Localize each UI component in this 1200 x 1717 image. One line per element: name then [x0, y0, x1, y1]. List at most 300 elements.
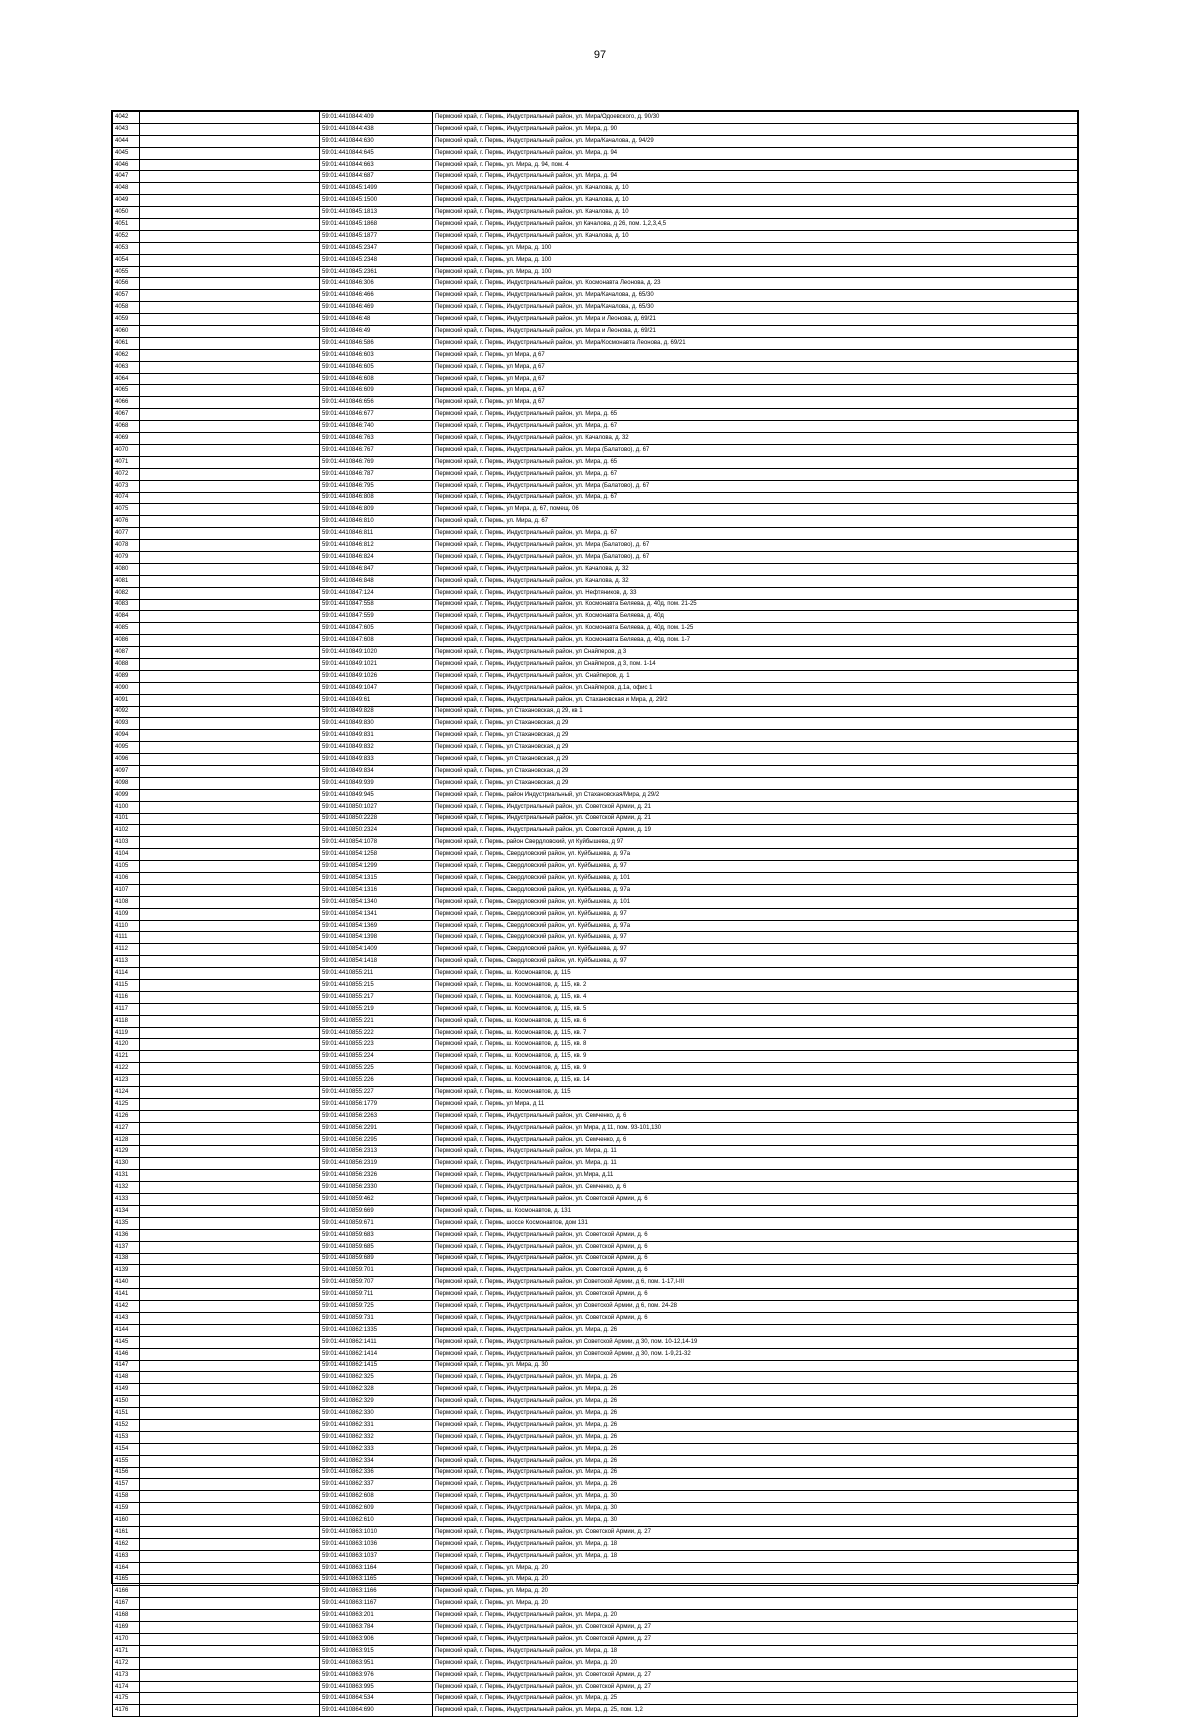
table-row	[113, 1289, 1078, 1301]
empty-cell	[140, 147, 320, 159]
table-row	[113, 528, 1078, 540]
address-cell: Пермский край, г. Пермь, ш. Космонавтов, д. 115, кв. 5	[433, 1003, 1078, 1015]
cadastral-number-cell: 59:01:4410846:466	[320, 290, 433, 302]
cadastral-number-cell: 59:01:4410856:2295	[320, 1134, 433, 1146]
table-row	[113, 349, 1078, 361]
empty-cell	[140, 1122, 320, 1134]
cadastral-number-cell: 59:01:4410855:217	[320, 991, 433, 1003]
row-number-cell: 4062	[113, 349, 140, 361]
empty-cell	[140, 1503, 320, 1515]
row-number-cell: 4164	[113, 1562, 140, 1574]
empty-cell	[140, 171, 320, 183]
cadastral-number-cell: 59:01:4410849:1021	[320, 658, 433, 670]
row-number-cell: 4112	[113, 944, 140, 956]
empty-cell	[140, 932, 320, 944]
cadastral-number-cell: 59:01:4410849:828	[320, 706, 433, 718]
table-row	[113, 1645, 1078, 1657]
row-number-cell: 4125	[113, 1098, 140, 1110]
table-row	[113, 991, 1078, 1003]
table-row	[113, 968, 1078, 980]
row-number-cell: 4144	[113, 1324, 140, 1336]
address-cell: Пермский край, г. Пермь, ул. Мира, д. 100	[433, 254, 1078, 266]
row-number-cell: 4135	[113, 1217, 140, 1229]
address-cell: Пермский край, г. Пермь, Индустриальный район, ул. Мира/Качалова, д. 65/30	[433, 302, 1078, 314]
cadastral-number-cell: 59:01:4410845:1877	[320, 230, 433, 242]
address-cell: Пермский край, г. Пермь, Индустриальный район, ул.Снайперов, д.1а, офис 1	[433, 682, 1078, 694]
address-cell: Пермский край, г. Пермь, Индустриальный район, ул Качалова, д 26, пом. 1,2,3,4,5	[433, 219, 1078, 231]
row-number-cell: 4057	[113, 290, 140, 302]
cadastral-number-cell: 59:01:4410863:1036	[320, 1538, 433, 1550]
table-row	[113, 849, 1078, 861]
table-row	[113, 1705, 1078, 1717]
row-number-cell: 4147	[113, 1360, 140, 1372]
row-number-cell: 4126	[113, 1110, 140, 1122]
table-row	[113, 801, 1078, 813]
empty-cell	[140, 516, 320, 528]
empty-cell	[140, 1419, 320, 1431]
cadastral-number-cell: 59:01:4410849:831	[320, 730, 433, 742]
address-cell: Пермский край, г. Пермь, ш. Космонавтов, д. 115	[433, 968, 1078, 980]
address-cell: Пермский край, г. Пермь, Индустриальный район, ул. Мира, д. 26	[433, 1372, 1078, 1384]
row-number-cell: 4148	[113, 1372, 140, 1384]
row-number-cell: 4109	[113, 908, 140, 920]
row-number-cell: 4061	[113, 337, 140, 349]
table-row	[113, 1312, 1078, 1324]
row-number-cell: 4152	[113, 1419, 140, 1431]
empty-cell	[140, 1550, 320, 1562]
row-number-cell: 4055	[113, 266, 140, 278]
cadastral-number-cell: 59:01:4410859:683	[320, 1229, 433, 1241]
address-cell: Пермский край, г. Пермь, Индустриальный район, ул. Семченко, д. 6	[433, 1134, 1078, 1146]
empty-cell	[140, 551, 320, 563]
cadastral-number-cell: 59:01:4410855:223	[320, 1039, 433, 1051]
row-number-cell: 4116	[113, 991, 140, 1003]
empty-cell	[140, 1443, 320, 1455]
cadastral-number-cell: 59:01:4410859:462	[320, 1194, 433, 1206]
table-row	[113, 813, 1078, 825]
cadastral-number-cell: 59:01:4410846:605	[320, 361, 433, 373]
cadastral-number-cell: 59:01:4410863:915	[320, 1645, 433, 1657]
empty-cell	[140, 789, 320, 801]
address-cell: Пермский край, г. Пермь, Индустриальный район, ул. Семченко, д. 6	[433, 1182, 1078, 1194]
row-number-cell: 4071	[113, 456, 140, 468]
address-cell: Пермский край, г. Пермь, ул Мира, д 67	[433, 349, 1078, 361]
table-row	[113, 670, 1078, 682]
address-cell: Пермский край, г. Пермь, Индустриальный район, ул. Мира, д. 30	[433, 1515, 1078, 1527]
empty-cell	[140, 195, 320, 207]
row-number-cell: 4132	[113, 1182, 140, 1194]
cadastral-number-cell: 59:01:4410854:1369	[320, 920, 433, 932]
cadastral-number-cell: 59:01:4410864:534	[320, 1693, 433, 1705]
cadastral-number-cell: 59:01:4410862:608	[320, 1491, 433, 1503]
empty-cell	[140, 1562, 320, 1574]
empty-cell	[140, 849, 320, 861]
table-row	[113, 706, 1078, 718]
records-table	[112, 111, 1078, 1717]
table-row	[113, 219, 1078, 231]
cadastral-number-cell: 59:01:4410846:809	[320, 504, 433, 516]
address-cell: Пермский край, г. Пермь, ш. Космонавтов, д. 115, кв. 9	[433, 1063, 1078, 1075]
empty-cell	[140, 1455, 320, 1467]
table-row	[113, 623, 1078, 635]
empty-cell	[140, 1253, 320, 1265]
table-row	[113, 397, 1078, 409]
table-row	[113, 302, 1078, 314]
empty-cell	[140, 1336, 320, 1348]
address-cell: Пермский край, г. Пермь, Индустриальный район, ул. Мира, д. 26	[433, 1467, 1078, 1479]
row-number-cell: 4137	[113, 1241, 140, 1253]
cadastral-number-cell: 59:01:4410849:945	[320, 789, 433, 801]
table-row	[113, 112, 1078, 124]
table-row	[113, 1396, 1078, 1408]
cadastral-number-cell: 59:01:4410863:784	[320, 1622, 433, 1634]
cadastral-number-cell: 59:01:4410862:610	[320, 1515, 433, 1527]
empty-cell	[140, 587, 320, 599]
table-row	[113, 1301, 1078, 1313]
empty-cell	[140, 599, 320, 611]
row-number-cell: 4153	[113, 1431, 140, 1443]
empty-cell	[140, 1015, 320, 1027]
table-row	[113, 183, 1078, 195]
cadastral-number-cell: 59:01:4410863:1165	[320, 1574, 433, 1586]
cadastral-number-cell: 59:01:4410844:663	[320, 159, 433, 171]
empty-cell	[140, 1039, 320, 1051]
address-cell: Пермский край, г. Пермь, ул. Мира, д. 30	[433, 1360, 1078, 1372]
empty-cell	[140, 1289, 320, 1301]
table-row	[113, 1550, 1078, 1562]
cadastral-number-cell: 59:01:4410856:2313	[320, 1146, 433, 1158]
cadastral-number-cell: 59:01:4410863:976	[320, 1669, 433, 1681]
address-cell: Пермский край, г. Пермь, ул Стахановская, д 29	[433, 742, 1078, 754]
cadastral-number-cell: 59:01:4410846:603	[320, 349, 433, 361]
table-row	[113, 563, 1078, 575]
address-cell: Пермский край, г. Пермь, Свердловский район, ул. Куйбышева, д. 101	[433, 873, 1078, 885]
table-row	[113, 1324, 1078, 1336]
table-row	[113, 1336, 1078, 1348]
row-number-cell: 4131	[113, 1170, 140, 1182]
table-row	[113, 540, 1078, 552]
address-cell: Пермский край, г. Пермь, Индустриальный район, ул. Советской Армии, д. 21	[433, 813, 1078, 825]
empty-cell	[140, 349, 320, 361]
row-number-cell: 4151	[113, 1408, 140, 1420]
address-cell: Пермский край, г. Пермь, ул Стахановская, д 29, кв 1	[433, 706, 1078, 718]
row-number-cell: 4128	[113, 1134, 140, 1146]
cadastral-number-cell: 59:01:4410854:1315	[320, 873, 433, 885]
table-row	[113, 694, 1078, 706]
cadastral-number-cell: 59:01:4410855:224	[320, 1051, 433, 1063]
table-row	[113, 1408, 1078, 1420]
table-row	[113, 908, 1078, 920]
cadastral-number-cell: 59:01:4410849:830	[320, 718, 433, 730]
row-number-cell: 4043	[113, 123, 140, 135]
row-number-cell: 4093	[113, 718, 140, 730]
row-number-cell: 4042	[113, 112, 140, 124]
table-row	[113, 1003, 1078, 1015]
address-cell: Пермский край, г. Пермь, Свердловский район, ул. Куйбышева, д. 97	[433, 944, 1078, 956]
row-number-cell: 4124	[113, 1087, 140, 1099]
address-cell: Пермский край, г. Пермь, Индустриальный район, ул. Мира, д. 26	[433, 1396, 1078, 1408]
row-number-cell: 4154	[113, 1443, 140, 1455]
address-cell: Пермский край, г. Пермь, ул. Мира, д. 20	[433, 1574, 1078, 1586]
address-cell: Пермский край, г. Пермь, Индустриальный район, ул. Мира/Качалова, д. 94/29	[433, 135, 1078, 147]
address-cell: Пермский край, г. Пермь, Индустриальный район, ул. Качалова, д. 32	[433, 563, 1078, 575]
row-number-cell: 4065	[113, 385, 140, 397]
address-cell: Пермский край, г. Пермь, Индустриальный район, ул. Мира (Балатово), д. 67	[433, 444, 1078, 456]
address-cell: Пермский край, г. Пермь, ул Мира, д 67	[433, 397, 1078, 409]
row-number-cell: 4072	[113, 468, 140, 480]
empty-cell	[140, 623, 320, 635]
empty-cell	[140, 1586, 320, 1598]
table-row	[113, 1253, 1078, 1265]
empty-cell	[140, 444, 320, 456]
table-row	[113, 873, 1078, 885]
table-row	[113, 730, 1078, 742]
row-number-cell: 4140	[113, 1277, 140, 1289]
row-number-cell: 4060	[113, 326, 140, 338]
row-number-cell: 4172	[113, 1657, 140, 1669]
empty-cell	[140, 1075, 320, 1087]
address-cell: Пермский край, г. Пермь, Индустриальный район, ул. Космонавта Беляева, д. 40д, пом. 1-7	[433, 635, 1078, 647]
cadastral-number-cell: 59:01:4410863:1010	[320, 1526, 433, 1538]
empty-cell	[140, 1705, 320, 1717]
empty-cell	[140, 468, 320, 480]
address-cell: Пермский край, г. Пермь, Индустриальный район, ул Советской Армии, д 6, пом. 1-17,I-III	[433, 1277, 1078, 1289]
cadastral-number-cell: 59:01:4410846:812	[320, 540, 433, 552]
empty-cell	[140, 765, 320, 777]
empty-cell	[140, 1515, 320, 1527]
empty-cell	[140, 337, 320, 349]
table-row	[113, 409, 1078, 421]
address-cell: Пермский край, г. Пермь, ш. Космонавтов, д. 115, кв. 6	[433, 1015, 1078, 1027]
address-cell: Пермский край, г. Пермь, Индустриальный район, ул. Космонавта Беляева, д. 40д, пом. 1-25	[433, 623, 1078, 635]
cadastral-number-cell: 59:01:4410844:687	[320, 171, 433, 183]
empty-cell	[140, 1372, 320, 1384]
empty-cell	[140, 635, 320, 647]
table-row	[113, 290, 1078, 302]
row-number-cell: 4115	[113, 980, 140, 992]
row-number-cell: 4076	[113, 516, 140, 528]
cadastral-number-cell: 59:01:4410854:1409	[320, 944, 433, 956]
address-cell: Пермский край, г. Пермь, ул Мира, д 11	[433, 1098, 1078, 1110]
address-cell: Пермский край, г. Пермь, Свердловский район, ул. Куйбышева, д. 97	[433, 956, 1078, 968]
address-cell: Пермский край, г. Пермь, Индустриальный район, ул. Мира, д. 25, пом. 1,2	[433, 1705, 1078, 1717]
cadastral-number-cell: 59:01:4410849:832	[320, 742, 433, 754]
row-number-cell: 4142	[113, 1301, 140, 1313]
empty-cell	[140, 611, 320, 623]
table-row	[113, 837, 1078, 849]
address-cell: Пермский край, г. Пермь, ш. Космонавтов, д. 115, кв. 9	[433, 1051, 1078, 1063]
row-number-cell: 4108	[113, 896, 140, 908]
row-number-cell: 4174	[113, 1681, 140, 1693]
cadastral-number-cell: 59:01:4410844:630	[320, 135, 433, 147]
empty-cell	[140, 1110, 320, 1122]
table-row	[113, 266, 1078, 278]
table-row	[113, 551, 1078, 563]
cadastral-number-cell: 59:01:4410856:2263	[320, 1110, 433, 1122]
table-row	[113, 1372, 1078, 1384]
address-cell: Пермский край, г. Пермь, Индустриальный район, ул. Мира/Качалова, д. 65/30	[433, 290, 1078, 302]
row-number-cell: 4117	[113, 1003, 140, 1015]
address-cell: Пермский край, г. Пермь, ул Мира, д. 67, помещ. 06	[433, 504, 1078, 516]
table-row	[113, 932, 1078, 944]
row-number-cell: 4069	[113, 433, 140, 445]
address-cell: Пермский край, г. Пермь, Индустриальный район, ул Снайперов, д 3	[433, 647, 1078, 659]
empty-cell	[140, 1431, 320, 1443]
empty-cell	[140, 1194, 320, 1206]
row-number-cell: 4169	[113, 1622, 140, 1634]
address-cell: Пермский край, г. Пермь, Свердловский район, ул. Куйбышева, д. 97а	[433, 920, 1078, 932]
row-number-cell: 4101	[113, 813, 140, 825]
cadastral-number-cell: 59:01:4410846:767	[320, 444, 433, 456]
table-row	[113, 314, 1078, 326]
address-cell: Пермский край, г. Пермь, Индустриальный район, ул. Мира, д. 94	[433, 147, 1078, 159]
empty-cell	[140, 385, 320, 397]
table-row	[113, 492, 1078, 504]
cadastral-number-cell: 59:01:4410846:48	[320, 314, 433, 326]
row-number-cell: 4123	[113, 1075, 140, 1087]
empty-cell	[140, 682, 320, 694]
address-cell: Пермский край, г. Пермь, Индустриальный район, ул. Мира, д. 67	[433, 492, 1078, 504]
cadastral-number-cell: 59:01:4410863:1166	[320, 1586, 433, 1598]
address-cell: Пермский край, г. Пермь, Индустриальный район, ул Снайперов, д 3, пом. 1-14	[433, 658, 1078, 670]
address-cell: Пермский край, г. Пермь, Индустриальный район, ул. Мира (Балатово), д. 67	[433, 540, 1078, 552]
table-row	[113, 896, 1078, 908]
table-row	[113, 1610, 1078, 1622]
table-row	[113, 682, 1078, 694]
empty-cell	[140, 314, 320, 326]
table-row	[113, 1574, 1078, 1586]
cadastral-number-cell: 59:01:4410847:605	[320, 623, 433, 635]
table-row	[113, 242, 1078, 254]
cadastral-number-cell: 59:01:4410862:609	[320, 1503, 433, 1515]
row-number-cell: 4079	[113, 551, 140, 563]
empty-cell	[140, 254, 320, 266]
address-cell: Пермский край, г. Пермь, Индустриальный район, ул. Мира, д. 20	[433, 1610, 1078, 1622]
cadastral-number-cell: 59:01:4410862:332	[320, 1431, 433, 1443]
row-number-cell: 4130	[113, 1158, 140, 1170]
empty-cell	[140, 1681, 320, 1693]
cadastral-number-cell: 59:01:4410849:1026	[320, 670, 433, 682]
row-number-cell: 4083	[113, 599, 140, 611]
empty-cell	[140, 813, 320, 825]
table-row	[113, 1146, 1078, 1158]
table-row	[113, 195, 1078, 207]
address-cell: Пермский край, г. Пермь, Индустриальный район, ул. Мира/Одоевского, д. 90/30	[433, 112, 1078, 124]
row-number-cell: 4122	[113, 1063, 140, 1075]
table-row	[113, 1075, 1078, 1087]
row-number-cell: 4139	[113, 1265, 140, 1277]
table-row	[113, 1265, 1078, 1277]
empty-cell	[140, 504, 320, 516]
cadastral-number-cell: 59:01:4410850:2228	[320, 813, 433, 825]
table-row	[113, 789, 1078, 801]
cadastral-number-cell: 59:01:4410846:609	[320, 385, 433, 397]
empty-cell	[140, 801, 320, 813]
row-number-cell: 4094	[113, 730, 140, 742]
table-row	[113, 1538, 1078, 1550]
cadastral-number-cell: 59:01:4410854:1398	[320, 932, 433, 944]
table-row	[113, 516, 1078, 528]
empty-cell	[140, 1634, 320, 1646]
cadastral-number-cell: 59:01:4410854:1299	[320, 861, 433, 873]
row-number-cell: 4058	[113, 302, 140, 314]
cadastral-number-cell: 59:01:4410846:769	[320, 456, 433, 468]
cadastral-number-cell: 59:01:4410846:740	[320, 421, 433, 433]
table-row	[113, 884, 1078, 896]
row-number-cell: 4160	[113, 1515, 140, 1527]
row-number-cell: 4091	[113, 694, 140, 706]
table-row	[113, 468, 1078, 480]
cadastral-number-cell: 59:01:4410846:810	[320, 516, 433, 528]
table-row	[113, 599, 1078, 611]
row-number-cell: 4087	[113, 647, 140, 659]
empty-cell	[140, 920, 320, 932]
address-cell: Пермский край, г. Пермь, Индустриальный район, ул. Советской Армии, д. 6	[433, 1253, 1078, 1265]
empty-cell	[140, 219, 320, 231]
empty-cell	[140, 1205, 320, 1217]
address-cell: Пермский край, г. Пермь, Индустриальный район, ул. Мира, д. 26	[433, 1384, 1078, 1396]
row-number-cell: 4150	[113, 1396, 140, 1408]
row-number-cell: 4066	[113, 397, 140, 409]
empty-cell	[140, 1598, 320, 1610]
address-cell: Пермский край, г. Пермь, Индустриальный район, ул. Мира, д. 18	[433, 1550, 1078, 1562]
table-row	[113, 504, 1078, 516]
empty-cell	[140, 1645, 320, 1657]
cadastral-number-cell: 59:01:4410849:1047	[320, 682, 433, 694]
empty-cell	[140, 908, 320, 920]
cadastral-number-cell: 59:01:4410845:1499	[320, 183, 433, 195]
empty-cell	[140, 135, 320, 147]
empty-cell	[140, 1146, 320, 1158]
row-number-cell: 4099	[113, 789, 140, 801]
address-cell: Пермский край, г. Пермь, ул. Мира, д. 20	[433, 1598, 1078, 1610]
address-cell: Пермский край, г. Пермь, ш. Космонавтов, д. 115, кв. 8	[433, 1039, 1078, 1051]
cadastral-number-cell: 59:01:4410855:222	[320, 1027, 433, 1039]
row-number-cell: 4167	[113, 1598, 140, 1610]
address-cell: Пермский край, г. Пермь, Индустриальный район, ул. Мира, д. 67	[433, 528, 1078, 540]
address-cell: Пермский край, г. Пермь, Индустриальный район, ул. Космонавта Беляева, д. 40д, пом. 21-25	[433, 599, 1078, 611]
row-number-cell: 4051	[113, 219, 140, 231]
cadastral-number-cell: 59:01:4410863:201	[320, 1610, 433, 1622]
cadastral-number-cell: 59:01:4410846:787	[320, 468, 433, 480]
table-row	[113, 1217, 1078, 1229]
empty-cell	[140, 528, 320, 540]
table-row	[113, 230, 1078, 242]
cadastral-number-cell: 59:01:4410850:1027	[320, 801, 433, 813]
empty-cell	[140, 706, 320, 718]
table-row	[113, 1515, 1078, 1527]
cadastral-number-cell: 59:01:4410859:731	[320, 1312, 433, 1324]
empty-cell	[140, 754, 320, 766]
address-cell: Пермский край, г. Пермь, Индустриальный район, ул. Стахановская и Мира, д. 29/2	[433, 694, 1078, 706]
address-cell: Пермский край, г. Пермь, Индустриальный район, ул. Мира и Леонова, д. 69/21	[433, 314, 1078, 326]
cadastral-number-cell: 59:01:4410854:1418	[320, 956, 433, 968]
cadastral-number-cell: 59:01:4410847:558	[320, 599, 433, 611]
row-number-cell: 4170	[113, 1634, 140, 1646]
cadastral-number-cell: 59:01:4410859:707	[320, 1277, 433, 1289]
cadastral-number-cell: 59:01:4410846:49	[320, 326, 433, 338]
cadastral-number-cell: 59:01:4410856:1779	[320, 1098, 433, 1110]
cadastral-number-cell: 59:01:4410856:2319	[320, 1158, 433, 1170]
address-cell: Пермский край, г. Пермь, ул Стахановская, д 29	[433, 718, 1078, 730]
table-row	[113, 980, 1078, 992]
address-cell: Пермский край, г. Пермь, Индустриальный район, ул. Советской Армии, д. 27	[433, 1622, 1078, 1634]
table-row	[113, 1455, 1078, 1467]
address-cell: Пермский край, г. Пермь, Индустриальный район, ул Советской Армии, д 30, пом. 1-9,21-32	[433, 1348, 1078, 1360]
address-cell: Пермский край, г. Пермь, район Свердловский, ул Куйбышева, д 97	[433, 837, 1078, 849]
address-cell: Пермский край, г. Пермь, ул. Мира, д. 67	[433, 516, 1078, 528]
row-number-cell: 4141	[113, 1289, 140, 1301]
